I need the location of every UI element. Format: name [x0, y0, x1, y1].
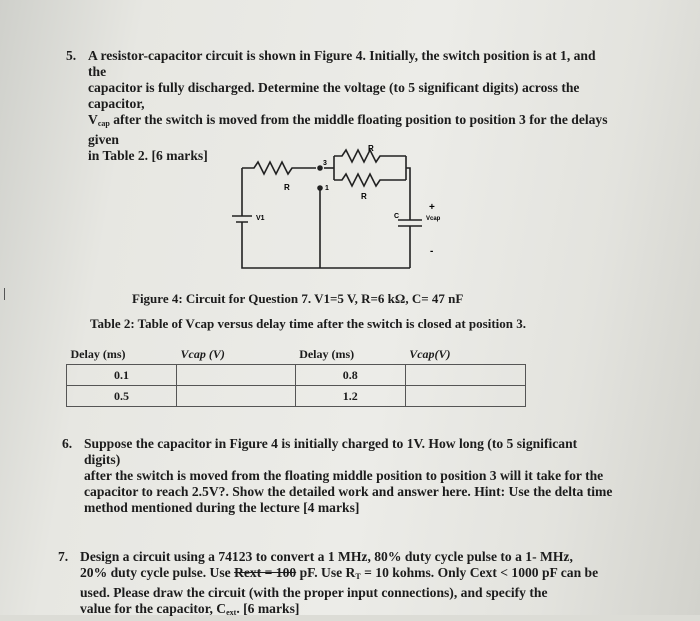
col-delay-1: Delay (ms) [70, 347, 126, 361]
label-plus: + [429, 202, 435, 213]
q5-line-2: capacitor is fully discharged. Determine the voltage (to 5 significant digits) across the capacitor, [88, 80, 580, 111]
cell-delay: 0.5 [67, 386, 177, 407]
q6-hint: Hint: Use the delta time [474, 484, 613, 499]
q6-line-3: capacitor to reach 2.5V?. Show the detailed work and answer here. [84, 484, 471, 499]
col-vcap-2: Vcap(V) [409, 347, 451, 361]
q7-line-2b: pF. Use R [299, 565, 356, 580]
question-7-number: 7. [58, 549, 69, 564]
battery-v1 [232, 216, 252, 222]
circuit-diagram [230, 138, 460, 278]
switch-contact-3 [318, 166, 322, 170]
cell-vcap [405, 365, 525, 386]
q7-line-2c: = 10 kohms. Only Cext < 1000 pF can be [364, 565, 599, 580]
q7-bold-instruction: Please draw the circuit (with the proper input connections) [113, 585, 454, 600]
vcap-subscript: cap [97, 119, 110, 128]
wire-bottom [242, 222, 410, 268]
figure-caption: Figure 4: Circuit for Question 7. V1=5 V, R=6 kΩ, C= 47 nF [132, 291, 464, 306]
resistor-r3 [334, 174, 406, 186]
label-r3: R [361, 192, 367, 201]
q7-line-2a: 20% duty cycle pulse. Use [80, 565, 231, 580]
margin-mark [4, 288, 5, 300]
q5-line-3: after the switch is moved from the middle floating position to position 3 for the delays given [88, 112, 608, 147]
question-7 [58, 549, 620, 621]
vcap-symbol: V [88, 112, 98, 127]
label-minus: - [430, 246, 434, 257]
cell-vcap [405, 386, 525, 407]
label-r1: R [284, 183, 290, 192]
cell-delay: 1.2 [295, 386, 405, 407]
cell-vcap [177, 365, 296, 386]
q7-line-3a: used. [80, 585, 110, 600]
table-row [67, 386, 526, 407]
q5-line-4: in Table 2. [6 marks] [88, 148, 208, 163]
col-vcap-1: Vcap (V) [180, 347, 225, 361]
rt-subscript: T [355, 572, 361, 581]
cell-delay: 0.8 [295, 365, 405, 386]
col-delay-2: Delay (ms) [299, 347, 355, 361]
label-c: C [394, 213, 400, 220]
question-6-number: 6. [62, 436, 73, 451]
q6-line-4: method mentioned during the lecture [4 marks] [84, 500, 360, 515]
q7-line-4a: value for the capacitor, C [80, 601, 227, 616]
label-pos1: 1 [325, 185, 329, 192]
q7-line-3b: , and specify the [453, 585, 548, 600]
table-caption: Table 2: Table of Vcap versus delay time after the switch is closed at position 3. [90, 316, 526, 331]
q5-line-1: A resistor-capacitor circuit is shown in Figure 4. Initially, the switch position is at 1, and the [88, 48, 596, 79]
q6-line-2: after the switch is moved from the floating middle position to position 3 will it take for the [84, 468, 604, 483]
capacitor-c [398, 220, 422, 226]
table-row [67, 365, 526, 386]
struck-rext: Rext = 100 [234, 565, 297, 580]
cext-subscript: ext [226, 608, 237, 617]
question-6 [62, 436, 614, 516]
label-pos3: 3 [323, 160, 327, 167]
q7-line-1: Design a circuit using a 74123 to convert a 1 MHz, 80% duty cycle pulse to a 1- MHz, [80, 549, 573, 564]
label-r2: R [368, 144, 374, 153]
question-5-number: 5. [66, 48, 77, 63]
q6-line-1: Suppose the capacitor in Figure 4 is initially charged to 1V. How long (to 5 significant digits) [84, 436, 578, 467]
label-vcap: Vcap [426, 216, 441, 222]
vcap-table [66, 345, 526, 407]
label-v1: V1 [256, 215, 265, 222]
cell-vcap [177, 386, 296, 407]
resistor-r1 [242, 162, 316, 174]
cell-delay: 0.1 [67, 365, 177, 386]
q7-line-4b: . [6 marks] [236, 601, 300, 616]
